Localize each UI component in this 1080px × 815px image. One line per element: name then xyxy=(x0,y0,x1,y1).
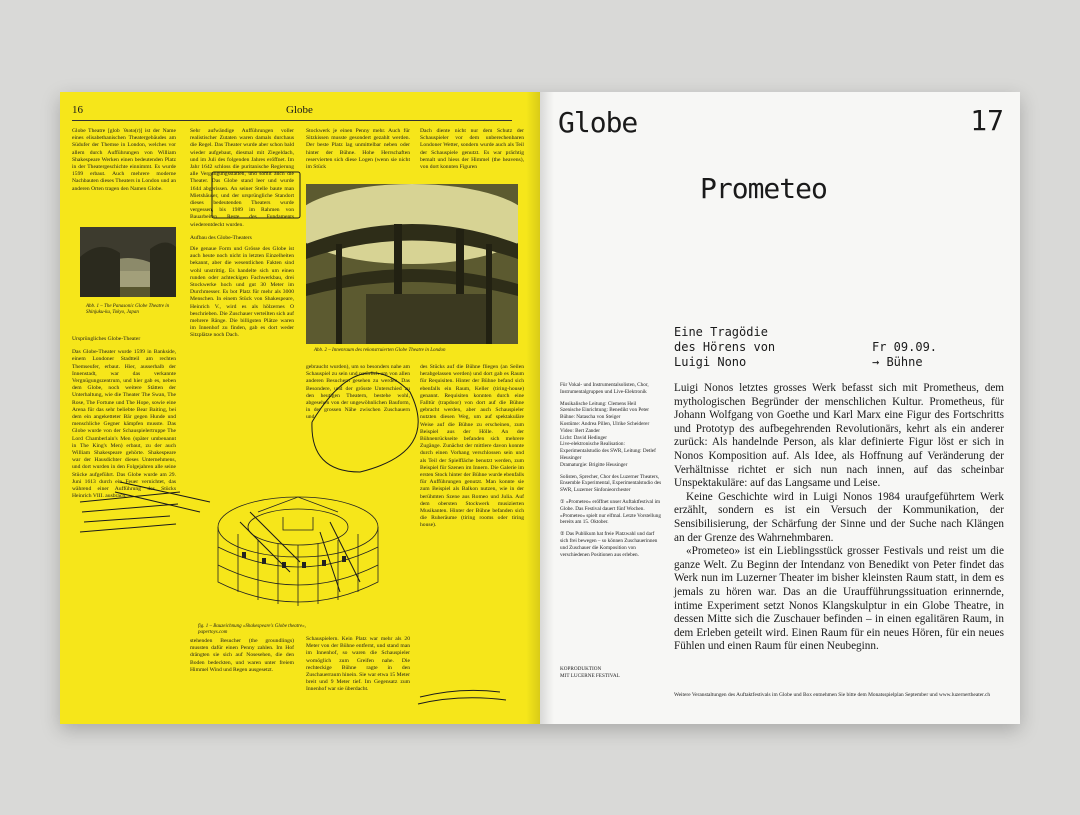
running-title: Globe xyxy=(558,106,638,139)
header-rule xyxy=(72,120,512,121)
credit-block: ① «Prometeo» eröffnet unser Auftaktfestival im Globe. Das Festival dauert fünf Wochen. «Prometeo» spielt nur elfmal. Letzte Vorstellung bereits am 15. Oktober. xyxy=(560,498,661,526)
paragraph: «Prometeo» ist ein Lieblingsstück grosser Festivals und reist um die ganze Welt. Zu Beginn der Intendanz von Benedikt von Peter findet das Werk nun im Luzerner Theater im bisher kleinsten Raum statt, in dem es jemals zu hören war. Das an die Uraufführungssituation erinnernde, intime Experiment setzt Nonos Klangskulptur in ein Globe Theatre, in dessen Mitte sich die Zuschauer befinden – in einen egalitären Raum, in dem Erleben geteilt wird. Einen Raum für ein neues Hören, für ein neues Fühlen und einen Raum für einen Neubeginn. xyxy=(674,545,1004,653)
text-column-2b xyxy=(190,638,294,674)
globe-theatre-photo xyxy=(80,227,176,297)
paragraph: Luigi Nonos letztes grosses Werk befasst sich mit Prometheus, dem mythologischen Begründer der menschlichen Kultur. Prometheus, für Johann Wolfgang von Goethe und Karl Marx eine Figur des Fortschritts und Prototyp des aufbegehrenden Revolutionärs, kehrt als ein anderer zurück: Als handelnde Person, als klar definierte Figur löst er sich in Nonos Komposition auf. Als Idee, als Hoffnung auf Veränderung der Verhältnisse richtet er sich nun nach innen, auf das scheinbar Unspektakuläre: auf das Langsame und Leise. xyxy=(674,382,1004,490)
globe-theatre-sketch xyxy=(198,472,398,622)
left-page xyxy=(60,92,540,724)
text-column-1b xyxy=(72,330,176,500)
spine-shadow xyxy=(526,92,554,724)
subtitle-line: Luigi Nono xyxy=(674,355,747,369)
koproduktion-note: KOPRODUKTION MIT LUCERNE FESTIVAL xyxy=(560,666,620,679)
text-column-1 xyxy=(72,128,176,193)
figure-caption: fig. 1 – Bauzeichnung «Shakespeare's Globe theatre», papertoys.com xyxy=(198,624,306,636)
subtitle-line: des Hörens von xyxy=(674,340,776,354)
body-text: Stockwerk je einen Penny mehr. Auch für Sitzkissen musste gesondert gezahlt werden. Der beste Platz lag unmittelbar neben oder hinter der Bühne. Hohe Herrschaften reservierten sich diese Logen (wenn sie nicht im Stück xyxy=(306,128,410,171)
figure-caption: Abb. 1 – The Panasonic Globe Theatre in Shinjuku-ku, Tokyo, Japan xyxy=(86,304,170,316)
credit-block: Musikalische Leitung: Clemens Heil Szenische Einrichtung: Benedikt von Peter Bühne: Natascha von Steiger Kostüme: Andrea Pillen, Ulrike Scheiderer Video: Bert Zander Licht: David Hedinger Live-elektronische Realisation: Experimentalstudio des SWR, Leitung: Detlef Heusinger Dramaturgie: Brigitte Heusinger xyxy=(560,400,656,468)
paragraph: Keine Geschichte wird in Luigi Nonos 1984 uraufgeführtem Werk erzählt, sondern es ist ein Versuch der Kommunikation, der Sensibilisierung, der Schärfung der Sinne und der Suche nach Klängen an der Grenze des Wahrnehmbaren. xyxy=(674,490,1004,544)
text-column-3 xyxy=(306,128,410,171)
credit-block: Für Vokal- und Instrumentalsolisten, Chor, Instrumentalgruppen und Live-Elektronik xyxy=(560,382,649,395)
body-text: des Stücks auf die Bühne fliegen (an Seilen herabgelassen werden) und dort gab es Raum für Requisiten. Hinter der Bühne befand sich ebenfalls ein Raum, Keller (tiring-house) genannt. Requisiten konnten durch eine Falltür (trapdoor) von dort auf die Bühne gebracht werden, aber auch Schauspieler nutzten diesen Weg, um auf spektakuläre Weise auf die Bühne zu erscheinen, zum Beispiel aus der Hölle. An der Bühnenrückseite befanden sich mehrere Zugänge. Zunächst der mittlere davon konnte durch einen Vorhang verschlossen sein und als Teil der Spielfläche benutzt werden, zum Beispiel für Szenen im Innern. Die Galerie im ersten Stock hinter der Bühne wurde ebenfalls für Aufführungen genutzt. Man konnte sie zum Beispiel als Balkon nutzen, wie in der berühmten Szene aus Romeo und Julia. Auf dem obersten Stockwerk musizierten Musikanten. Hinter der Bühne befanden sich die Ruheräume (tiring rooms oder tiring house). xyxy=(420,364,524,529)
body-text: Globe Theatre [glob ˈθɪətə(r)] ist der Name eines elisabethanischen Theatergebäudes am Südufer der Themse in London, welches vor allem durch Aufführungen von William Shakespeare Werken einen bedeutenden Platz in der Theatergeschichte einnimmt. Es wurde 1599 erbaut. Auch mehrere moderne Nachbauten dieses Theaters in London und an anderen Orten tragen den Namen Globe. xyxy=(72,128,176,192)
body-text: Das Globe-Theater wurde 1599 in Bankside, einem Londoner Stadtteil am rechten Themseufer, erbaut. Hier, ausserhalb der Innenstadt, war das verkannte Vergnügungszentrum, und hier gab es, neben dem Globe, noch weitere Stätten der Unterhaltung, wie die Theater The Swan, The Rose, The Fortune und The Hope, sowie eine Arena für das sehr beliebte Bear Baiting, bei dem ein angeketteter Bär gegen Hunde und menschliche Gegner kämpfen musste. Das Globe wurde von der Schauspielertruppe The Lord Chamberlain's Men (später umbenannt in The King's Men) erbaut, zu der auch William Shakespeare gehörte. Shakespeare war der Hausdichter dieses Unternehmens, und dort wurden in den Folgejahren alle seine Stücke aufgeführt. Das Globe wurde am 29. Juni 1613 durch ein Feuer vernichtet, das während einer Aufführung des Stücks Heinrich VIII. ausbrach. xyxy=(72,349,176,500)
body-text: gebraucht wurden), um so besonders nahe am Schauspiel zu sein und natürlich um von allen anderen Besuchern gesehen zu werden. Das Besondere, und der grösste Unterschied zu den heutigen Theatern, bestehe wohl, abgesehen von der ungewöhnlichen Bauform, in der grossen Nähe zwischen Zuschauern und xyxy=(306,364,410,421)
page-number: 17 xyxy=(970,104,1004,137)
credits-column xyxy=(560,382,662,563)
right-page xyxy=(540,92,1020,724)
credit-block: Solisten, Sprecher, Chor des Luzerner Theaters, Ensemble Experimental, Experimentalstudio des SWR, Luzerner Sinfonieorchester xyxy=(560,473,662,494)
text-column-4 xyxy=(420,128,524,171)
venue-text: → Bühne xyxy=(872,355,923,369)
text-column-3c xyxy=(306,636,410,694)
body-text: Sehr aufwändige Aufführungen voller realistischer Zutaten waren damals durchaus die Regel. Das Theater wurde aber schon bald wieder aufgebaut, diesmal mit Ziegeldach, und im Juli des folgenden Jahres eröffnet. Im Jahr 1642 schloss die puritanische Regierung alle Vergnügungsstätten, und somit auch die Theater. Das Globe stand leer und wurde 1644 abgerissen. An seiner Stelle baute man Mietshäuser, und der ursprüngliche Standort dieses bedeutenden Theaters wurde vergessen, bis 1989 im Rahmen von Bauarbeiten Reste des Fundaments wiederentdeckt wurden. xyxy=(190,128,294,228)
section-subhead: Ursprüngliches Globe-Theater xyxy=(72,336,141,342)
production-subtitle xyxy=(674,325,775,370)
body-text: Die genaue Form und Grösse des Globe ist auch heute noch nicht in letzten Einzelheiten bekannt, aber die wesentlichen Fakten sind wohl unstrittig. Es handelte sich um einen runden oder achteckigen Fachwerkbau, drei Stockwerke hoch und gut 30 Meter im Durchmesser. Es bot Platz für mehr als 3000 Menschen. In einem Stück von Shakespeare, Heinrich V., wird es als hölzernes O beschrieben. Die Zuschauer verteilten sich auf mehrere Ränge. Die billigsten Plätze waren im Innenhof zu finden, gab es dort weder Sitzplätze noch Dach. xyxy=(190,246,294,339)
main-text xyxy=(674,382,1004,654)
production-title: Prometeo xyxy=(700,172,827,205)
credit-block: ② Das Publikum hat freie Platzwahl und darf sich frei bewegen – so können Zuschauerinnen und Zuschauer die Komposition von verschiedenen Positionen aus erleben. xyxy=(560,531,658,558)
running-title: Globe xyxy=(286,104,313,116)
body-text: Dach diente nicht nur dem Schutz der Schauspieler vor dem unberechenbaren Londoner Wetter, sondern wurde auch als Teil der Schauspiele genutzt. Es war prächtig bemalt und hiess der Himmel (the heavens), von dort konnten Figuren xyxy=(420,128,524,171)
footer-note: Weitere Veranstaltungen des Auftaktfestivals im Globe und Box entnehmen Sie bitte dem Monatsspielplan September und www.luzernertheater.ch xyxy=(674,692,991,698)
section-subhead: Aufbau des Globe-Theaters xyxy=(190,234,252,241)
magazine-spread xyxy=(60,92,1020,724)
globe-interior-photo xyxy=(306,184,518,344)
figure-caption: Abb. 2 – Innenraum des rekonstruierten Globe Theatre in London xyxy=(314,348,446,353)
performance-date xyxy=(872,340,937,370)
body-text: stehenden Besucher (the groundlings) mussten dafür einen Penny zahlen. Im Hof drängten sie sich auf Nosesehen, die den Boden bedeckten, und waren unter freiem Himmel Wind und Regen ausgesetzt. xyxy=(190,638,294,673)
page-number: 16 xyxy=(72,104,83,116)
body-text: Schauspielern. Kein Platz war mehr als 20 Meter von der Bühne entfernt, und stand man im Innenhof, so waren die Schauspieler womöglich zum Greifen nahe. Die rechteckige Bühne ragte in den Zuschauerraum hinein. Sie war etwa 15 Meter breit und 9 Meter tief. Im Gegensatz zum Innenhof war sie überdacht. xyxy=(306,636,410,693)
text-column-2 xyxy=(190,128,294,340)
text-column-4b xyxy=(420,364,524,530)
text-column-3b xyxy=(306,364,410,422)
date-text: Fr 09.09. xyxy=(872,340,938,354)
subtitle-line: Eine Tragödie xyxy=(674,325,768,339)
